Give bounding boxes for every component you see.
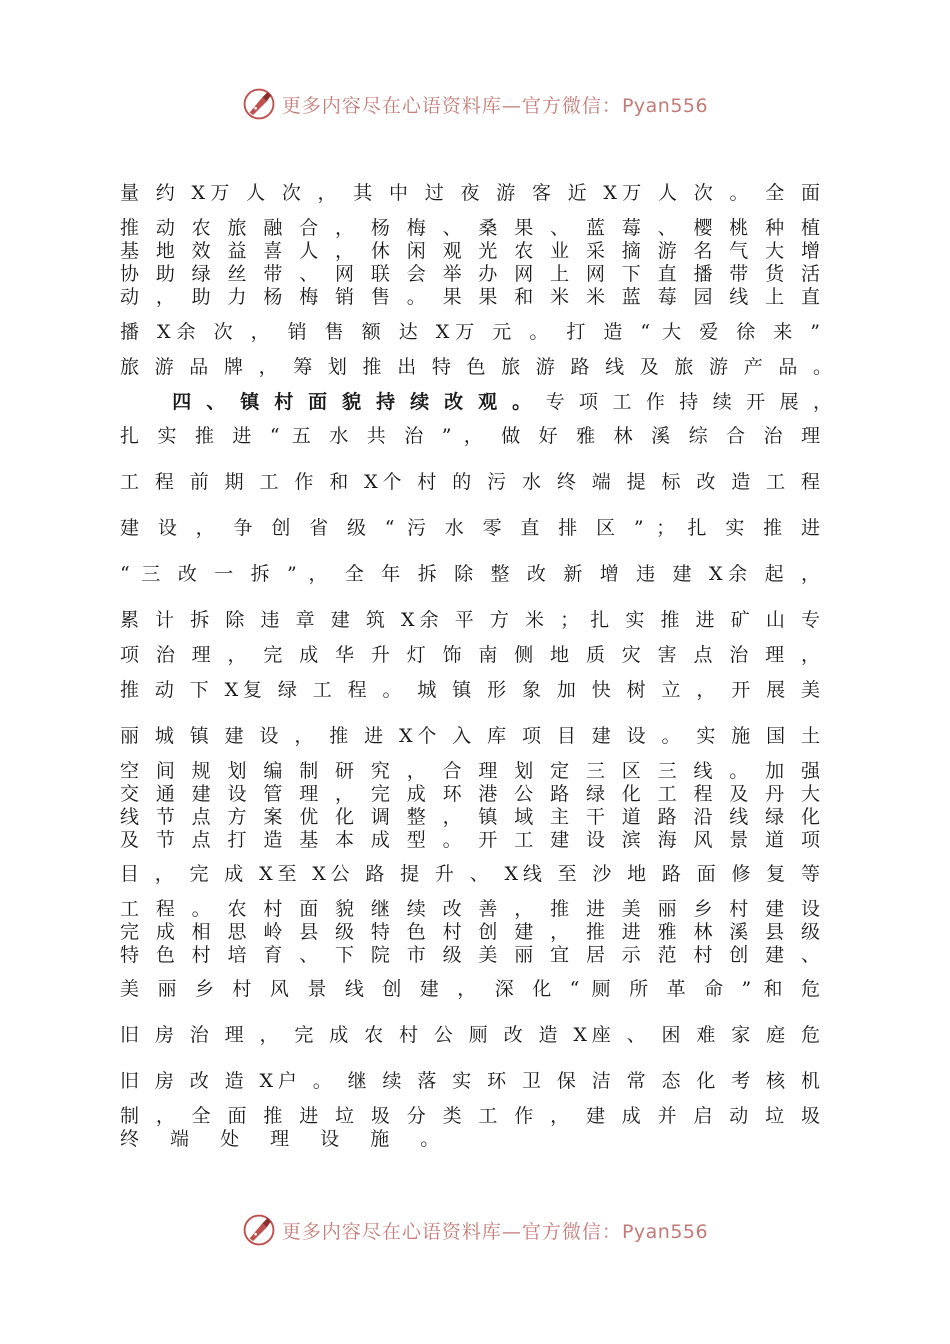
text-line: 播 X余 次 ， 销 售 额 达 X万 元 。 打 造 “ 大 爱 徐 来 ” xyxy=(120,321,820,343)
text-line: 扎 实 推 进 “ 五 水 共 治 ” ， 做 好 雅 林 溪 综 合 治 理 xyxy=(120,425,820,447)
text-line: 旧 房 治 理 ， 完 成 农 村 公 厕 改 造 X座 、 困 难 家 庭 危 xyxy=(120,1024,820,1046)
banner-text: 更多内容尽在心语资料库 xyxy=(281,94,502,117)
text-line: 动 ， 助 力 杨 梅 销 售 。 果 果 和 米 米 蓝 莓 园 线 上 直 xyxy=(120,286,820,308)
text-line: 线 节 点 方 案 优 化 调 整 ， 镇 域 主 干 道 路 沿 线 绿 化 xyxy=(120,806,820,828)
banner-wechat-id: Pyan556 xyxy=(621,94,709,117)
text-line: 空 间 规 划 编 制 研 究 ， 合 理 划 定 三 区 三 线 。 加 强 xyxy=(120,760,820,782)
banner-text: 更多内容尽在心语资料库 xyxy=(281,1220,502,1243)
text-line: 终 端 处 理 设 施 。 xyxy=(120,1128,452,1150)
text-line: 目 ， 完 成 X至 X公 路 提 升 、 X线 至 沙 地 路 面 修 复 等 xyxy=(120,863,820,885)
banner-wechat-label: 官方微信： xyxy=(521,1220,622,1243)
banner-separator: — xyxy=(501,94,522,117)
text-line: 项 治 理 ， 完 成 华 升 灯 饰 南 侧 地 质 灾 害 点 治 理 ， xyxy=(120,644,820,666)
text-line: 建 设 ， 争 创 省 级 “ 污 水 零 直 排 区 ” ； 扎 实 推 进 xyxy=(120,517,820,539)
text-line: 协 助 绿 丝 带 、 网 联 会 举 办 网 上 网 下 直 播 带 货 活 xyxy=(120,263,820,285)
text-line: “ 三 改 一 拆 ” ， 全 年 拆 除 整 改 新 增 违 建 X余 起 ， xyxy=(120,563,820,585)
text-line: 美 丽 乡 村 风 景 线 创 建 ， 深 化 “ 厕 所 革 命 ” 和 危 xyxy=(120,978,820,1000)
pen-nib-icon xyxy=(242,1213,276,1247)
text-line: 旧 房 改 造 X户 。 继 续 落 实 环 卫 保 洁 常 态 化 考 核 机 xyxy=(120,1070,820,1092)
text-line: 工 程 。 农 村 面 貌 继 续 改 善 ， 推 进 美 丽 乡 村 建 设 xyxy=(120,898,820,920)
banner-separator: — xyxy=(501,1220,522,1243)
text-line: 量 约 X万 人 次 ， 其 中 过 夜 游 客 近 X万 人 次 。 全 面 xyxy=(120,182,820,204)
text-line: 及 节 点 打 造 基 本 成 型 。 开 工 建 设 滨 海 风 景 道 项 xyxy=(120,829,820,851)
text-line: 完 成 相 思 岭 县 级 特 色 村 创 建 ， 推 进 雅 林 溪 县 级 xyxy=(120,921,820,943)
section-heading-rest: 专 项 工 作 持 续 开 展 ， xyxy=(535,391,832,413)
text-line: 交 通 建 设 管 理 ， 完 成 环 港 公 路 绿 化 工 程 及 丹 大 xyxy=(120,783,820,805)
banner-wechat-id: Pyan556 xyxy=(621,1220,709,1243)
section-heading-line xyxy=(120,390,832,414)
section-heading: 四 、 镇 村 面 貌 持 续 改 观 。 xyxy=(168,391,536,413)
text-line: 累 计 拆 除 违 章 建 筑 X余 平 方 米 ； 扎 实 推 进 矿 山 专 xyxy=(120,609,820,631)
text-line: 特 色 村 培 育 、 下 院 市 级 美 丽 宜 居 示 范 村 创 建 、 xyxy=(120,944,820,966)
banner-text-group xyxy=(282,1217,708,1244)
text-line: 基 地 效 益 喜 人 ， 休 闲 观 光 农 业 采 摘 游 名 气 大 增 xyxy=(120,240,820,262)
text-line: 制 ， 全 面 推 进 垃 圾 分 类 工 作 ， 建 成 并 启 动 垃 圾 xyxy=(120,1105,820,1127)
text-line: 丽 城 镇 建 设 ， 推 进 X个 入 库 项 目 建 设 。 实 施 国 土 xyxy=(120,725,820,747)
text-line: 工 程 前 期 工 作 和 X个 村 的 污 水 终 端 提 标 改 造 工 程 xyxy=(120,471,820,493)
footer-banner xyxy=(0,1206,950,1254)
text-line: 推 动 农 旅 融 合 ， 杨 梅 、 桑 果 、 蓝 莓 、 樱 桃 种 植 xyxy=(120,217,820,239)
text-line: 推 动 下 X复 绿 工 程 。 城 镇 形 象 加 快 树 立 ， 开 展 美 xyxy=(120,679,820,701)
text-line: 旅 游 品 牌 ， 筹 划 推 出 特 色 旅 游 路 线 及 旅 游 产 品 。 xyxy=(120,356,832,378)
banner-wechat-label: 官方微信： xyxy=(521,94,622,117)
